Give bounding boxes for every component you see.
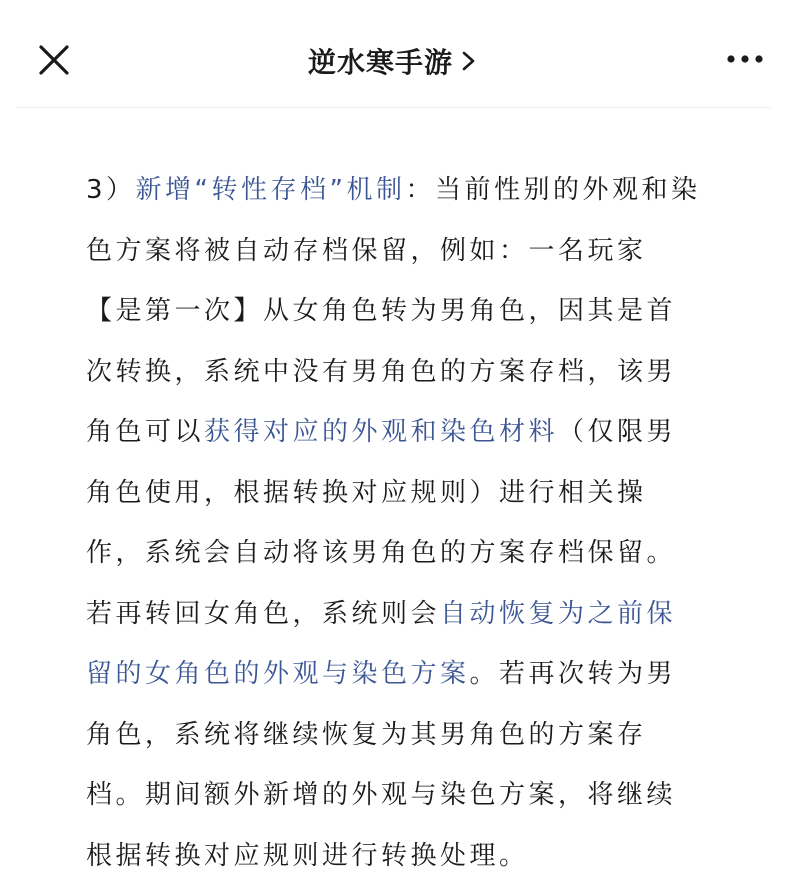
article-line [86, 402, 736, 463]
article-line [86, 221, 736, 282]
highlighted-text: 自动恢复为之前保 [440, 599, 676, 629]
more-dots-icon [723, 44, 767, 74]
body-text: 若再转回女角色，系统则会 [86, 599, 440, 629]
article-line [86, 463, 736, 524]
chevron-right-icon [459, 50, 479, 72]
body-text: 档。期间额外新增的外观与染色方案，将继续 [86, 780, 676, 810]
body-text: 角色可以 [86, 417, 204, 447]
highlighted-text: 新增“转性存档”机制 [136, 175, 406, 205]
body-text: ：当前性别的外观和染 [406, 175, 701, 205]
article-line [86, 644, 736, 705]
page-title: 逆水寒手游 [308, 41, 453, 81]
article-body [86, 160, 736, 886]
article-line [86, 705, 736, 766]
article-line [86, 523, 736, 584]
article-line [86, 342, 736, 403]
article-line [86, 281, 736, 342]
article-line [86, 160, 736, 221]
body-text: （仅限男 [558, 417, 676, 447]
body-text: 3） [86, 175, 136, 205]
body-text: 角色，系统将继续恢复为其男角色的方案存 [86, 720, 647, 750]
body-text: 根据转换对应规则进行转换处理。 [86, 841, 529, 871]
body-text: 色方案将被自动存档保留，例如：一名玩家 [86, 236, 647, 266]
body-text: 角色使用，根据转换对应规则）进行相关操 [86, 478, 647, 508]
article-line [86, 584, 736, 645]
highlighted-text: 获得对应的外观和染色材料 [204, 417, 558, 447]
highlighted-text: 留的女角色的外观与染色方案 [86, 659, 470, 689]
body-text: 作，系统会自动将该男角色的方案存档保留。 [86, 538, 676, 568]
body-text: 【是第一次】从女角色转为男角色，因其是首 [86, 296, 676, 326]
body-text: 。若再次转为男 [470, 659, 677, 689]
more-button[interactable] [723, 44, 767, 74]
top-nav-bar [0, 0, 787, 108]
article-line [86, 765, 736, 826]
header-divider [16, 107, 771, 108]
body-text: 次转换，系统中没有男角色的方案存档，该男 [86, 357, 676, 387]
account-title-button[interactable] [308, 41, 479, 81]
